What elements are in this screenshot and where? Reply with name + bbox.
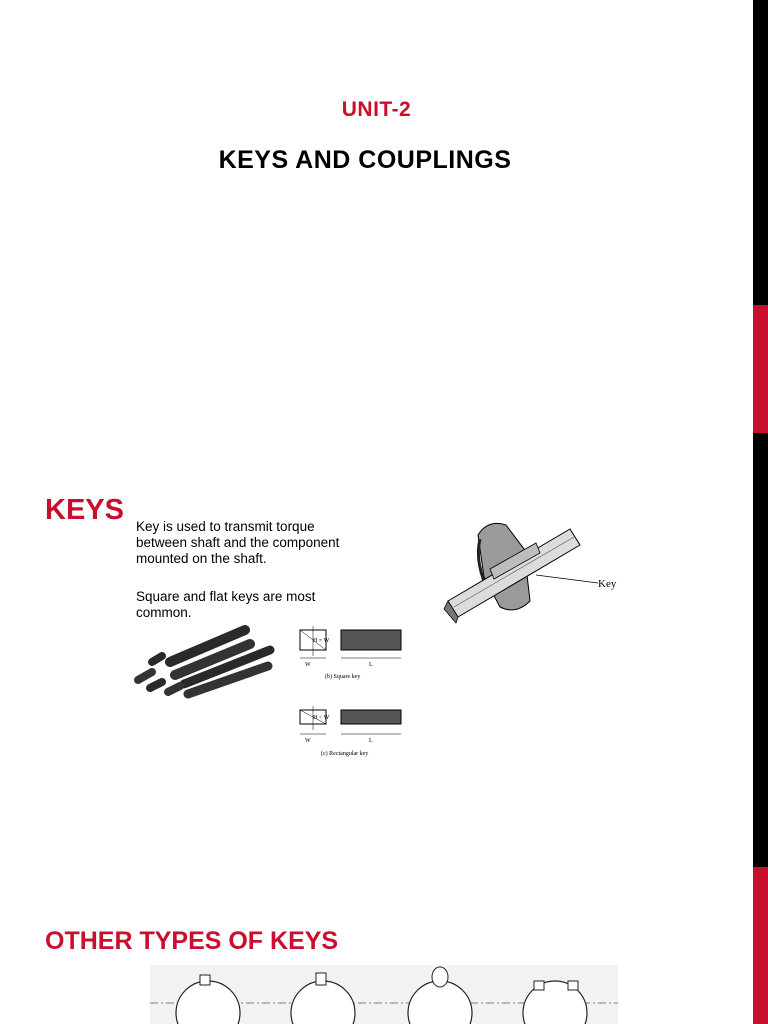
- square-key-diagram: [283, 626, 408, 684]
- rect-key-hw: H < W: [313, 715, 330, 721]
- unit-title: UNIT-2: [341, 98, 412, 121]
- key-bars-image: [130, 622, 280, 702]
- other-types-heading: OTHER TYPES OF KEYS: [45, 927, 339, 955]
- slide-edge-accent-2: [753, 867, 768, 1024]
- key-types-diagram: [150, 965, 618, 1024]
- square-key-caption: (b) Square key: [325, 674, 361, 680]
- keys-description: Key is used to transmit torque between shaft and the component mounted on the shaft.: [136, 519, 340, 566]
- square-key-hw: H = W: [313, 638, 330, 644]
- keys-heading: KEYS: [45, 494, 124, 526]
- square-key-w: W: [305, 662, 311, 668]
- shaft-key-figure: [440, 515, 630, 625]
- rect-key-caption: (c) Rectangular key: [321, 751, 369, 757]
- rect-key-l: L: [369, 738, 373, 744]
- slide-edge-accent-1: [753, 305, 768, 433]
- rectangular-key-diagram: [283, 706, 408, 764]
- keys-note: Square and flat keys are most common.: [136, 589, 316, 620]
- page-title: KEYS AND COUPLINGS: [218, 146, 512, 174]
- square-key-l: L: [369, 662, 373, 668]
- key-callout-label: Key: [598, 578, 617, 590]
- rect-key-w: W: [305, 738, 311, 744]
